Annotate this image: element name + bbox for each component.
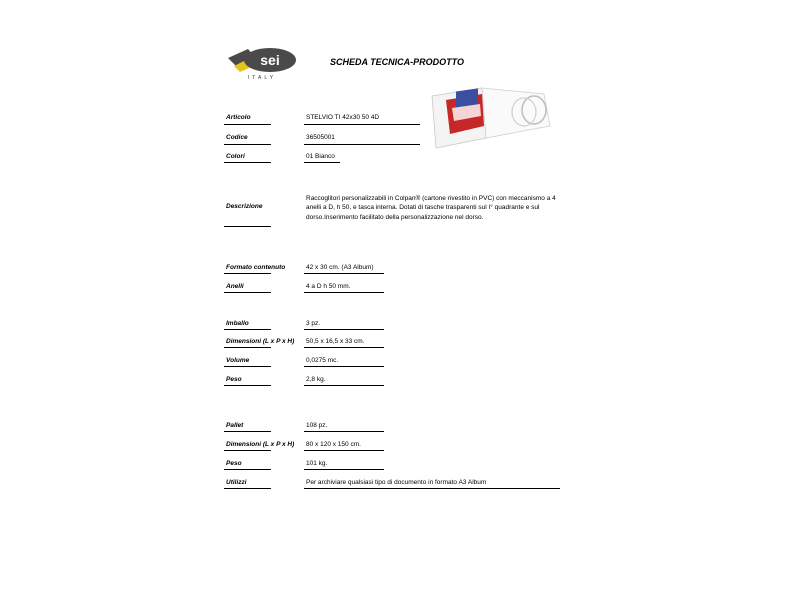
peso-imballo-label: Peso (226, 376, 242, 383)
dimensioni-imballo-label: Dimensioni (L x P x H) (226, 338, 295, 345)
colori-label: Colori (226, 153, 245, 160)
dimensioni-imballo-value-underline (304, 347, 384, 348)
dimensioni-pallet-value: 80 x 120 x 150 cm. (306, 441, 361, 448)
formato-value: 42 x 30 cm. (A3 Album) (306, 264, 374, 271)
utilizzi-label: Utilizzi (226, 479, 247, 486)
codice-value-underline (304, 144, 420, 145)
descrizione-value: Raccoglitori personalizzabili in Colpan® (cartone rivestito in PVC) con meccanismo a 4 anelli a D, h 50, e tasca interna. Dotati di tasche trasparenti sul I° quadrante e sul dorso.Inserimento facilitato della personalizzazione nel dorso. (306, 195, 556, 221)
imballo-label-underline (224, 329, 271, 330)
peso-pallet-label: Peso (226, 460, 242, 467)
peso-pallet-value: 101 kg. (306, 460, 328, 467)
dimensioni-pallet-label: Dimensioni (L x P x H) (226, 441, 295, 448)
articolo-label: Articolo (226, 114, 251, 121)
codice-label: Codice (226, 134, 248, 141)
utilizzi-value-underline (304, 488, 560, 489)
volume-value-underline (304, 366, 384, 367)
dimensioni-imballo-label-underline (224, 347, 271, 348)
document-title: SCHEDA TECNICA-PRODOTTO (330, 57, 465, 67)
pallet-value-underline (304, 431, 384, 432)
pallet-value: 108 pz. (306, 422, 328, 429)
descrizione-label: Descrizione (226, 203, 263, 210)
formato-value-underline (304, 273, 384, 274)
anelli-label-underline (224, 292, 271, 293)
product-image (424, 86, 554, 150)
peso-imballo-value-underline (304, 385, 384, 386)
descrizione-label-underline (224, 226, 271, 227)
colori-value-underline (304, 162, 340, 163)
imballo-label: Imballo (226, 320, 249, 327)
imballo-value-underline (304, 329, 384, 330)
volume-value: 0,0275 mc. (306, 357, 339, 364)
logo-subtitle: ITALY (247, 75, 277, 81)
formato-label-underline (224, 273, 271, 274)
imballo-value: 3 pz. (306, 320, 321, 327)
dimensioni-imballo-value: 50,5 x 16,5 x 33 cm. (306, 338, 365, 345)
utilizzi-value: Per archiviare qualsiasi tipo di documento in formato A3 Album (306, 479, 487, 486)
pallet-label: Pallet (226, 422, 244, 429)
volume-label: Volume (226, 357, 250, 364)
colori-value: 01 Bianco (306, 153, 335, 160)
articolo-value-underline (304, 124, 420, 125)
articolo-value: STELVIO TI 42x30 50 4D (306, 114, 380, 121)
peso-pallet-value-underline (304, 469, 384, 470)
utilizzi-label-underline (224, 488, 271, 489)
anelli-label: Anelli (226, 283, 244, 290)
dimensioni-pallet-label-underline (224, 450, 271, 451)
colori-label-underline (224, 162, 271, 163)
codice-value: 36505001 (306, 134, 335, 141)
logo-brand-text: sei (260, 52, 280, 68)
peso-imballo-value: 2,8 kg. (306, 376, 326, 383)
codice-label-underline (224, 144, 271, 145)
articolo-label-underline (224, 124, 271, 125)
formato-label: Formato contenuto (226, 264, 286, 271)
pallet-label-underline (224, 431, 271, 432)
anelli-value-underline (304, 292, 384, 293)
anelli-value: 4 a D h 50 mm. (306, 283, 351, 290)
peso-pallet-label-underline (224, 469, 271, 470)
volume-label-underline (224, 366, 271, 367)
dimensioni-pallet-value-underline (304, 450, 384, 451)
peso-imballo-label-underline (224, 385, 271, 386)
